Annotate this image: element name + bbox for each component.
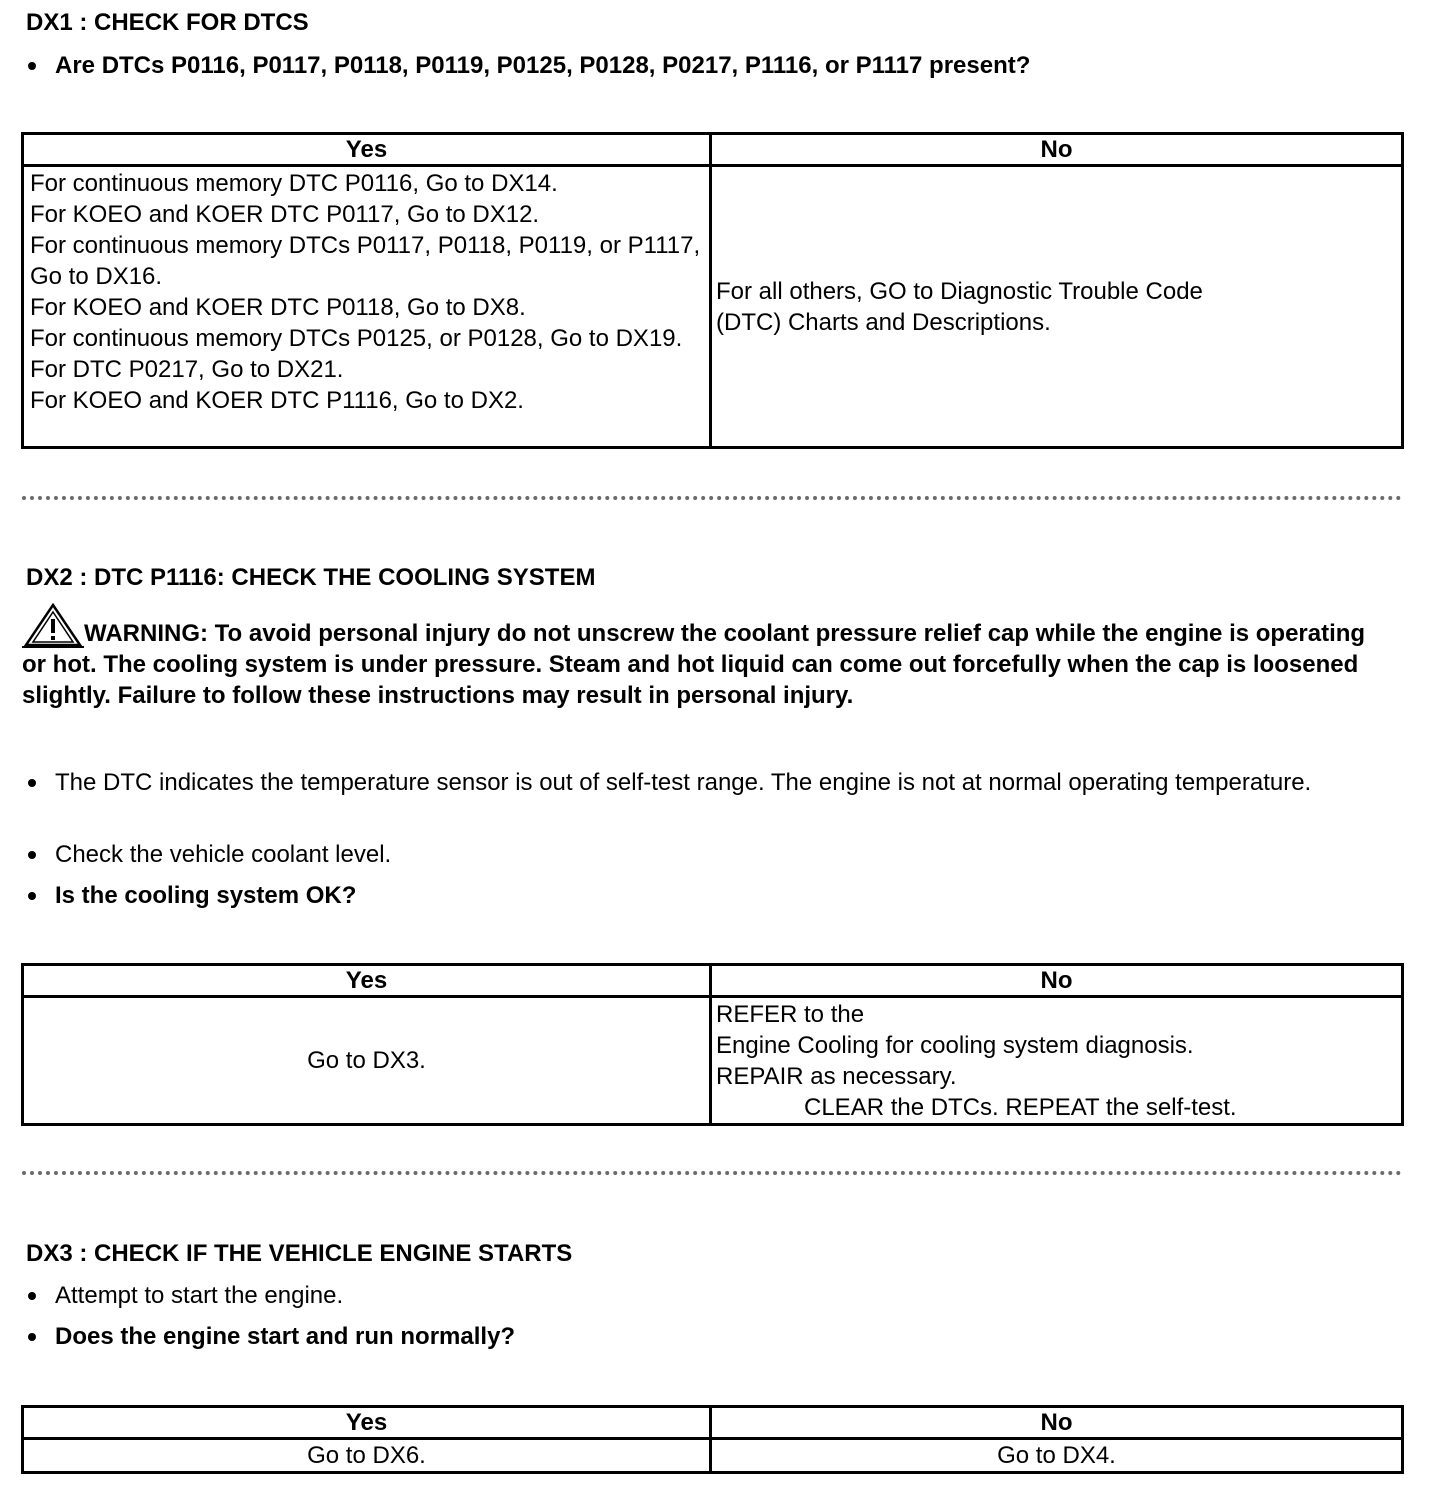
dx3-bullet-text: Attempt to start the engine. <box>55 1282 344 1309</box>
dx2-yes-cell <box>23 997 711 1125</box>
dx1-question <box>22 50 1030 81</box>
bullet-dot-icon <box>28 1333 36 1341</box>
dx3-table <box>21 1405 1404 1474</box>
dx2-yes-text: Go to DX3. <box>307 1047 426 1074</box>
dx2-no-line: CLEAR the DTCs. REPEAT the self-test. <box>804 1094 1237 1121</box>
dx2-bullet <box>22 839 391 870</box>
dx1-yes-line: For KOEO and KOER DTC P1116, Go to DX2. <box>30 387 524 414</box>
dx3-bullet <box>22 1280 343 1311</box>
dx2-table <box>21 963 1404 1126</box>
dx1-yes-cell <box>23 166 711 448</box>
dx1-yes-line: For DTC P0217, Go to DX21. <box>30 356 344 383</box>
dx1-table-body-row <box>23 166 1403 448</box>
dx2-bullet-text: Check the vehicle coolant level. <box>55 841 392 868</box>
dx3-no-header: No <box>711 1407 1403 1439</box>
dx1-yes-line: For continuous memory DTCs P0117, P0118, P0119, or P1117, Go to DX16. <box>30 232 701 290</box>
dx3-question <box>22 1321 515 1352</box>
dx1-no-text: For all others, GO to Diagnostic Trouble Code (DTC) Charts and Descriptions. <box>716 277 1203 336</box>
dx3-question-text: Does the engine start and run normally? <box>55 1323 516 1350</box>
dx3-title: DX3 : CHECK IF THE VEHICLE ENGINE STARTS <box>26 1240 573 1267</box>
dx2-no-line: Engine Cooling for cooling system diagnosis. <box>716 1032 1194 1059</box>
dx1-question-text: Are DTCs P0116, P0117, P0118, P0119, P0125, P0128, P0217, P1116, or P1117 present? <box>55 52 1031 79</box>
bullet-dot-icon <box>28 1292 36 1300</box>
dx2-bullet <box>22 767 1392 798</box>
dx2-no-line: REPAIR as necessary. <box>716 1063 957 1090</box>
dx3-table-body-row <box>23 1439 1403 1473</box>
section-divider <box>22 496 1402 500</box>
dx2-no-header: No <box>711 965 1403 997</box>
dx2-warning <box>22 603 1392 711</box>
dx1-table <box>21 132 1404 449</box>
dx1-title: DX1 : CHECK FOR DTCS <box>26 9 309 36</box>
dx2-question <box>22 880 356 911</box>
dx2-no-line: REFER to the <box>716 1001 865 1028</box>
dx3-yes-cell: Go to DX6. <box>23 1439 711 1473</box>
dx2-table-body-row <box>23 997 1403 1125</box>
bullet-dot-icon <box>28 892 36 900</box>
dx3-no-cell: Go to DX4. <box>711 1439 1403 1473</box>
dx2-question-text: Is the cooling system OK? <box>55 882 357 909</box>
dx1-yes-line: For KOEO and KOER DTC P0118, Go to DX8. <box>30 294 526 321</box>
dx2-warning-text: WARNING: To avoid personal injury do not unscrew the coolant pressure relief cap while the engine is operating or hot. The cooling system is under pressure. Steam and hot liquid can come out forcefully when the cap is loosened slightly. Failure to follow these instructions may result in personal injury. <box>22 620 1366 709</box>
warning-triangle-icon <box>22 603 84 649</box>
dx2-bullet-text: The DTC indicates the temperature sensor is out of self-test range. The engine is not at normal operating temperature. <box>55 769 1312 796</box>
bullet-dot-icon <box>28 851 36 859</box>
section-divider <box>22 1171 1402 1175</box>
dx3-yes-header: Yes <box>23 1407 711 1439</box>
bullet-dot-icon <box>28 779 36 787</box>
dx1-table-header-row <box>23 134 1403 166</box>
dx1-yes-line: For continuous memory DTCs P0125, or P0128, Go to DX19. <box>30 325 683 352</box>
dx1-yes-line: For KOEO and KOER DTC P0117, Go to DX12. <box>30 201 540 228</box>
dx1-no-cell <box>711 166 1403 448</box>
dx2-yes-header: Yes <box>23 965 711 997</box>
dx3-table-header-row <box>23 1407 1403 1439</box>
dx1-yes-header: Yes <box>23 134 711 166</box>
dx2-no-cell <box>711 997 1403 1125</box>
bullet-dot-icon <box>28 62 36 70</box>
dx1-no-header: No <box>711 134 1403 166</box>
dx2-title: DX2 : DTC P1116: CHECK THE COOLING SYSTEM <box>26 564 596 591</box>
dx1-yes-line: For continuous memory DTC P0116, Go to DX14. <box>30 170 558 197</box>
dx2-table-header-row <box>23 965 1403 997</box>
